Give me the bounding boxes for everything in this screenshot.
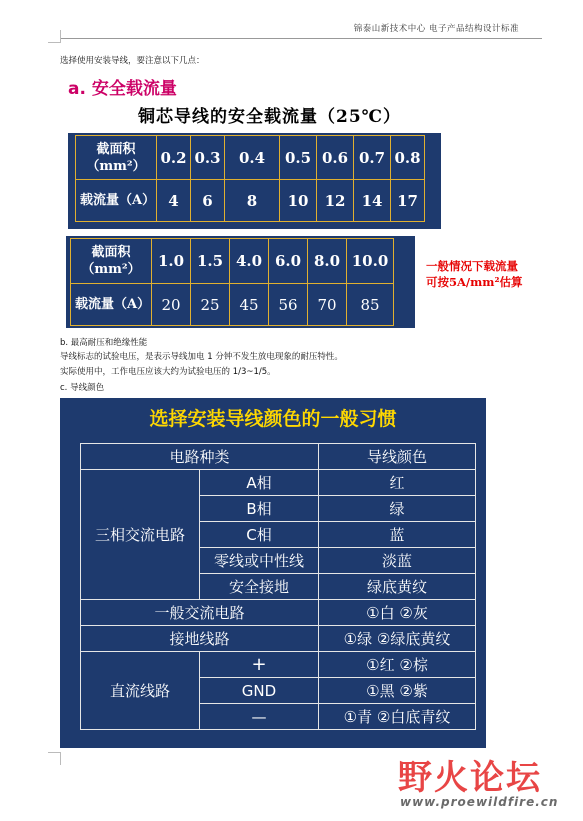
table1-size: 0.6 xyxy=(317,136,354,180)
crop-mark-top-left xyxy=(48,30,61,43)
table1-current: 12 xyxy=(317,180,354,222)
table2-current: 20 xyxy=(152,284,191,326)
color-table-title: 选择安装导线颜色的一般习惯 xyxy=(149,408,397,430)
table2-size: 8.0 xyxy=(308,239,347,284)
phase-sub: A相 xyxy=(200,470,319,496)
table1-size: 0.5 xyxy=(280,136,317,180)
header-circuit-type: 电路种类 xyxy=(81,444,319,470)
table2 xyxy=(70,238,394,326)
table2-row1-label: 截面积（mm²） xyxy=(71,239,152,284)
general-ac-label: 一般交流电路 xyxy=(81,600,319,626)
phase-color: 淡蓝 xyxy=(319,548,476,574)
table2-size: 6.0 xyxy=(269,239,308,284)
table2-current: 25 xyxy=(191,284,230,326)
header-wire-color: 导线颜色 xyxy=(319,444,476,470)
crop-mark-bottom-left xyxy=(48,752,61,765)
table2-current: 56 xyxy=(269,284,308,326)
watermark-url: www.proewildfire.cn xyxy=(400,795,559,809)
phase-color: 绿 xyxy=(319,496,476,522)
table1-size: 0.8 xyxy=(391,136,425,180)
phase-sub: C相 xyxy=(200,522,319,548)
table2-size: 4.0 xyxy=(230,239,269,284)
dc-color: ①红 ②棕 xyxy=(319,652,476,678)
table1-size: 0.2 xyxy=(157,136,191,180)
table1-current: 4 xyxy=(157,180,191,222)
page-header: 锦泰山新技术中心 电子产品结构设计标准 xyxy=(353,24,519,34)
dc-sub: GND xyxy=(200,678,319,704)
table1-title: 铜芯导线的安全载流量（25℃） xyxy=(138,107,402,127)
table1-size: 0.4 xyxy=(225,136,280,180)
estimate-note: 一般情况下载流量可按5A/mm²估算 xyxy=(426,259,523,289)
table2-row2-label: 载流量（A） xyxy=(71,284,152,326)
table1 xyxy=(75,135,425,222)
intro-text: 选择使用安装导线，要注意以下几点： xyxy=(60,56,205,66)
dc-sub: — xyxy=(200,704,319,730)
dc-color: ①黑 ②紫 xyxy=(319,678,476,704)
section-b-heading: b. 最高耐压和绝缘性能 xyxy=(60,338,148,348)
table2-current: 45 xyxy=(230,284,269,326)
general-ac-color: ①白 ②灰 xyxy=(319,600,476,626)
section-b-line1: 导线标志的试验电压，是表示导线加电 1 分钟不发生放电现象的耐压特性。 xyxy=(60,352,343,362)
table1-row2-label: 载流量（A） xyxy=(76,180,157,222)
table1-current: 8 xyxy=(225,180,280,222)
table2-size: 1.0 xyxy=(152,239,191,284)
table2-current: 70 xyxy=(308,284,347,326)
table1-size: 0.7 xyxy=(354,136,391,180)
phase-sub: 安全接地 xyxy=(200,574,319,600)
header-divider xyxy=(60,38,542,39)
ground-label: 接地线路 xyxy=(81,626,319,652)
table1-current: 6 xyxy=(191,180,225,222)
phase-color: 蓝 xyxy=(319,522,476,548)
table1-current: 10 xyxy=(280,180,317,222)
table2-current: 85 xyxy=(347,284,394,326)
section-a-heading: a. 安全载流量 xyxy=(68,79,177,99)
three-phase-label: 三相交流电路 xyxy=(81,470,200,600)
section-b-line2: 实际使用中，工作电压应该大约为试验电压的 1/3~1/5。 xyxy=(60,367,276,377)
section-c-heading: c. 导线颜色 xyxy=(60,383,105,393)
dc-label: 直流线路 xyxy=(81,652,200,730)
table2-size: 10.0 xyxy=(347,239,394,284)
table1-row1-label: 截面积（mm²） xyxy=(76,136,157,180)
table2-size: 1.5 xyxy=(191,239,230,284)
table1-current: 17 xyxy=(391,180,425,222)
color-table xyxy=(80,443,476,730)
ground-color: ①绿 ②绿底黄纹 xyxy=(319,626,476,652)
dc-sub: + xyxy=(200,652,319,678)
phase-sub: 零线或中性线 xyxy=(200,548,319,574)
phase-color: 绿底黄纹 xyxy=(319,574,476,600)
table1-size: 0.3 xyxy=(191,136,225,180)
phase-color: 红 xyxy=(319,470,476,496)
table1-current: 14 xyxy=(354,180,391,222)
phase-sub: B相 xyxy=(200,496,319,522)
dc-color: ①青 ②白底青纹 xyxy=(319,704,476,730)
watermark-logo: 野火论坛 xyxy=(398,758,542,798)
